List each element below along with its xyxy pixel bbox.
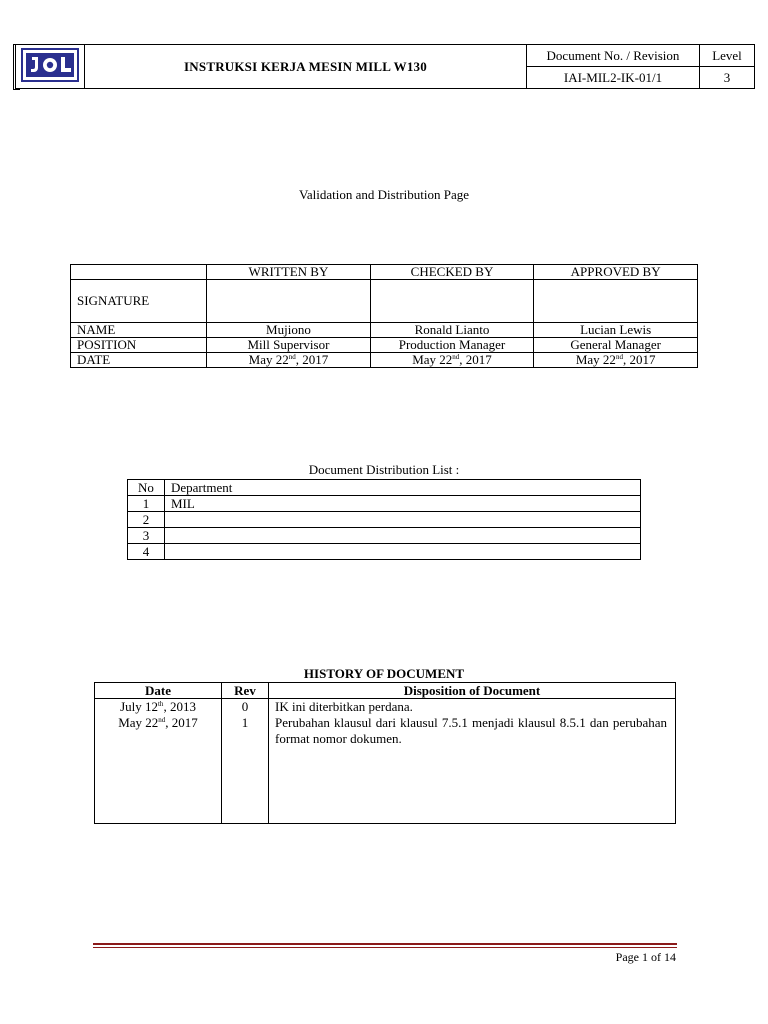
history-date-1-post: , 2017 xyxy=(165,715,198,730)
document-header xyxy=(15,44,755,89)
name-approved: Lucian Lewis xyxy=(534,323,698,338)
position-approved: General Manager xyxy=(534,338,698,353)
history-date-0-pre: July 12 xyxy=(120,699,158,714)
row-department xyxy=(165,528,641,544)
date-checked-post: , 2017 xyxy=(459,352,492,367)
position-written: Mill Supervisor xyxy=(207,338,371,353)
date-approved-sup: nd xyxy=(615,353,623,361)
row-no: 3 xyxy=(128,528,165,544)
row-department xyxy=(165,512,641,528)
footer-rule-thin xyxy=(93,947,677,948)
date-approved-post: , 2017 xyxy=(622,352,656,367)
row-no: 1 xyxy=(128,496,165,512)
validation-header-row xyxy=(71,265,698,280)
date-approved-pre: May 22 xyxy=(575,352,616,367)
distribution-title: Document Distribution List : xyxy=(308,462,460,477)
disposition-header: Disposition of Document xyxy=(269,683,676,699)
document-title: INSTRUKSI KERJA MESIN MILL W130 xyxy=(85,45,527,89)
date-written xyxy=(207,353,371,368)
date-written-pre: May 22 xyxy=(248,352,289,367)
row-department xyxy=(165,544,641,560)
signature-written xyxy=(207,280,371,323)
checked-by-header: CHECKED BY xyxy=(370,265,534,280)
level-value: 3 xyxy=(700,67,755,89)
date-label: DATE xyxy=(71,353,207,368)
history-disposition-0: IK ini diterbitkan perdana. xyxy=(275,699,413,714)
history-title: HISTORY OF DOCUMENT xyxy=(303,666,465,681)
history-rev-1: 1 xyxy=(241,715,249,730)
distribution-header-row xyxy=(128,480,641,496)
logo-cell xyxy=(16,45,85,89)
approved-by-header: APPROVED BY xyxy=(534,265,698,280)
signature-row xyxy=(71,280,698,323)
history-date-0-post: , 2013 xyxy=(163,699,196,714)
table-row xyxy=(128,544,641,560)
row-department: MIL xyxy=(165,496,641,512)
date-written-post: , 2017 xyxy=(295,352,329,367)
row-no: 2 xyxy=(128,512,165,528)
position-checked: Production Manager xyxy=(370,338,534,353)
level-label: Level xyxy=(700,45,755,67)
table-row xyxy=(128,512,641,528)
validation-table xyxy=(70,264,698,368)
signature-approved xyxy=(534,280,698,323)
written-by-header: WRITTEN BY xyxy=(207,265,371,280)
history-table xyxy=(94,682,676,824)
no-header: No xyxy=(128,480,165,496)
history-revs xyxy=(222,699,269,824)
position-label: POSITION xyxy=(71,338,207,353)
table-row xyxy=(128,528,641,544)
history-rev-0: 0 xyxy=(241,699,249,714)
date-checked-sup: nd xyxy=(452,353,460,361)
signature-label: SIGNATURE xyxy=(71,280,207,323)
name-row xyxy=(71,323,698,338)
name-written: Mujiono xyxy=(207,323,371,338)
doc-no-value: IAI-MIL2-IK-01/1 xyxy=(527,67,700,89)
history-date-1 xyxy=(95,715,221,731)
validation-title: Validation and Distribution Page xyxy=(298,187,470,202)
date-checked-pre: May 22 xyxy=(412,352,453,367)
empty-corner-cell xyxy=(71,265,207,280)
date-row xyxy=(71,353,698,368)
footer-rule-thick xyxy=(93,943,677,945)
history-date-0 xyxy=(95,699,221,715)
position-row xyxy=(71,338,698,353)
history-date-0-sup: th xyxy=(157,700,164,708)
date-approved xyxy=(534,353,698,368)
date-header: Date xyxy=(95,683,222,699)
history-dates xyxy=(95,699,222,824)
date-written-sup: nd xyxy=(288,353,296,361)
name-checked: Ronald Lianto xyxy=(370,323,534,338)
date-checked xyxy=(370,353,534,368)
doc-no-label: Document No. / Revision xyxy=(527,45,700,67)
history-dispositions xyxy=(269,699,676,824)
name-label: NAME xyxy=(71,323,207,338)
distribution-table xyxy=(127,479,641,560)
row-no: 4 xyxy=(128,544,165,560)
history-date-1-sup: nd xyxy=(158,716,166,724)
rev-header: Rev xyxy=(222,683,269,699)
history-header-row xyxy=(95,683,676,699)
signature-checked xyxy=(370,280,534,323)
page-number: Page 1 of 14 xyxy=(615,950,676,964)
history-disposition-1: Perubahan klausul dari klausul 7.5.1 menjadi klausul 8.5.1 dan perubahan format nomor dokumen. xyxy=(275,715,667,746)
company-logo-icon xyxy=(21,48,79,82)
table-row xyxy=(128,496,641,512)
history-date-1-pre: May 22 xyxy=(118,715,159,730)
department-header: Department xyxy=(165,480,641,496)
history-body-row xyxy=(95,699,676,824)
